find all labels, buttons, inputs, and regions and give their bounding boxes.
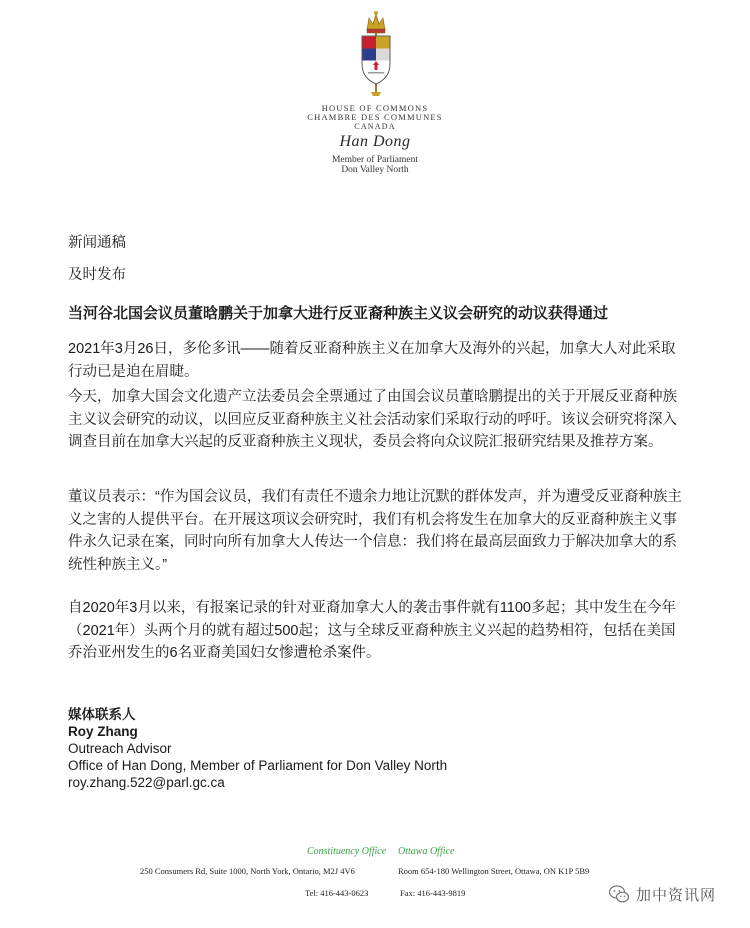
canada-label: CANADA: [354, 122, 396, 131]
release-type: 新闻通稿: [68, 235, 126, 251]
headline: 当河谷北国会议员董晗鹏关于加拿大进行反亚裔种族主义议会研究的动议获得通过: [68, 305, 609, 322]
paragraph-1: 2021年3月26日，多伦多讯——随着反亚裔种族主义在加拿大及海外的兴起，加拿大人对此采取行动已是迫在眉睫。: [68, 341, 676, 380]
source-watermark: [608, 883, 716, 905]
constituency-address: 250 Consumers Rd, Suite 1000, North York, Ontario, M2J 4V6: [140, 866, 355, 876]
mp-role: Member of Parliament: [331, 155, 418, 165]
ottawa-fax: Fax: 416-443-9819: [400, 888, 466, 898]
contact-office: Office of Han Dong, Member of Parliament for Don Valley North: [68, 758, 448, 773]
mp-riding: Don Valley North: [341, 165, 409, 175]
contact-title: Outreach Advisor: [68, 741, 172, 756]
ottawa-address: Room 654-180 Wellington Street, Ottawa, ON K1P 5B9: [398, 866, 590, 876]
release-timing: 及时发布: [68, 267, 126, 283]
paragraph-2: 今天，加拿大国会文化遗产立法委员会全票通过了由国会议员董晗鹏提出的关于开展反亚裔种族主义议会研究的动议，以回应反亚裔种族主义社会活动家们采取行动的呼吁。该议会研究将深入调查目前在加拿大兴起的反亚裔种族主义现状，委员会将向众议院汇报研究结果及推荐方案。: [68, 389, 677, 450]
constituency-office-label: Constituency Office: [307, 846, 387, 857]
watermark-text: 加中资讯网: [636, 885, 717, 904]
contact-email[interactable]: roy.zhang.522@parl.gc.ca: [68, 775, 225, 790]
wechat-icon: [608, 883, 630, 905]
paragraph-3: 董议员表示：“作为国会议员，我们有责任不遗余力地让沉默的群体发声，并为遭受反亚裔种族主义之害的人提供平台。在开展这项议会研究时，我们有机会将发生在加拿大的反亚裔种族主义事件永久记录在案，同时向所有加拿大人传达一个信息：我们将在最高层面致力于解决加拿大的系统性种族主义。”: [68, 489, 682, 573]
mp-name: Han Dong: [339, 133, 411, 150]
contact-label: 媒体联系人: [68, 707, 136, 722]
constituency-phone: Tel: 416-443-0623: [305, 888, 369, 898]
ottawa-office-label: Ottawa Office: [398, 846, 455, 857]
contact-name: Roy Zhang: [68, 724, 138, 739]
paragraph-4: 自2020年3月以来，有报案记录的针对亚裔加拿大人的袭击事件就有1100多起；其中发生在今年（2021年）头两个月的就有超过500起；这与全球反亚裔种族主义兴起的趋势相符，包括在美国乔治亚州发生的6名亚裔美国妇女惨遭枪杀案件。: [68, 600, 676, 661]
chambre-des-communes-label: CHAMBRE DES COMMUNES: [307, 112, 443, 122]
house-of-commons-label: HOUSE OF COMMONS: [321, 103, 429, 113]
coat-of-arms-icon: [356, 8, 396, 100]
